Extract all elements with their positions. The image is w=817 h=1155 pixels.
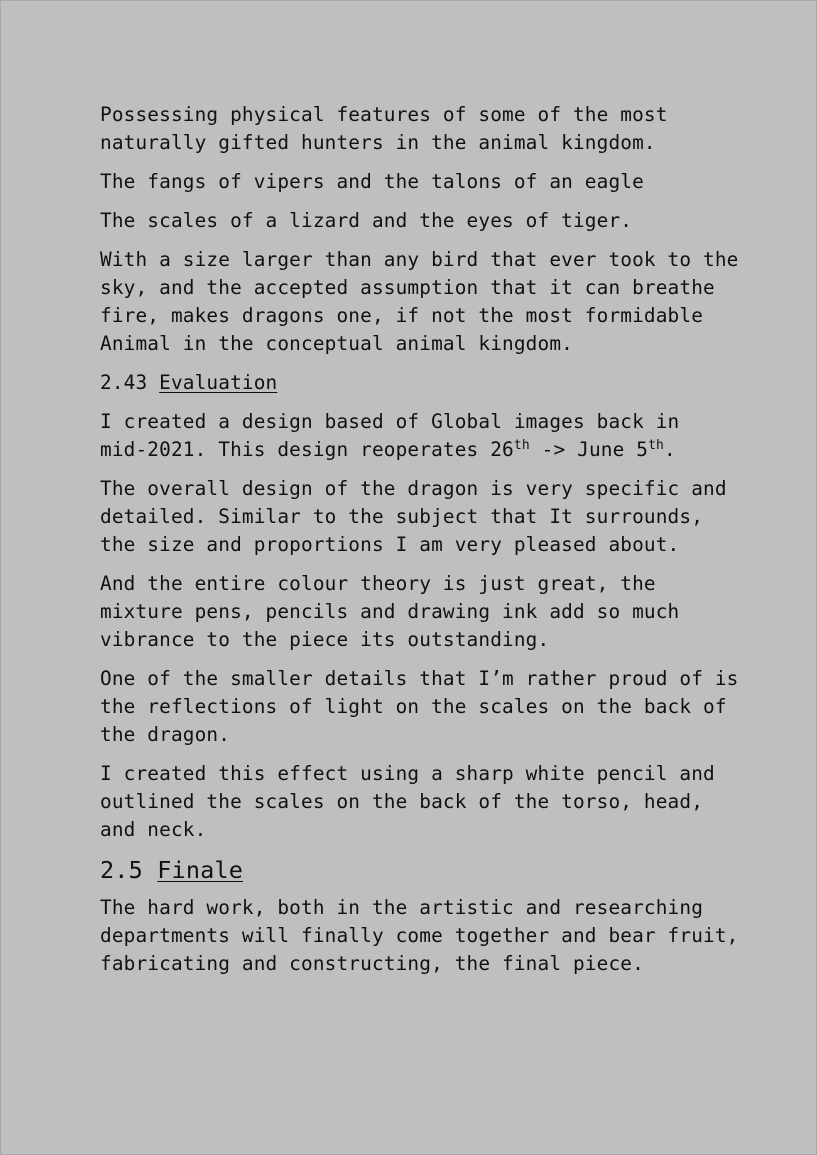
- paragraph-scales: The scales of a lizard and the eyes of tiger.: [100, 209, 633, 232]
- evaluation-intro-line1: I created a design based of Global images back in: [100, 410, 680, 433]
- paragraph-colour-theory: And the entire colour theory is just great, the mixture pens, pencils and drawing ink add so much vibrance to the piece its outstanding.: [100, 572, 680, 651]
- ordinal-suffix: th: [513, 438, 530, 453]
- section-heading-evaluation: [100, 369, 740, 397]
- paragraph-overall-design: The overall design of the dragon is very specific and detailed. Similar to the subject that It surrounds, the size and proportions I am very pleased about.: [100, 477, 727, 556]
- evaluation-intro-line2-end: .: [664, 438, 676, 461]
- ordinal-suffix: th: [648, 438, 665, 453]
- evaluation-intro-line2-pre: mid-2021. This design reoperates 26: [100, 438, 514, 461]
- paragraph-effect: I created this effect using a sharp white pencil and outlined the scales on the back of the torso, head, and neck.: [100, 762, 715, 841]
- paragraph-details: One of the smaller details that I’m rather proud of is the reflections of light on the scales on the back of the dragon.: [100, 667, 739, 746]
- paragraph-finale: The hard work, both in the artistic and researching departments will finally come together and bear fruit, fabricating and constructing, the final piece.: [100, 896, 739, 975]
- section-heading-finale: [100, 855, 740, 885]
- paragraph-evaluation-intro: [100, 408, 740, 464]
- paragraph-fangs: The fangs of vipers and the talons of an eagle: [100, 170, 644, 193]
- section-number: 2.43: [100, 371, 148, 394]
- evaluation-intro-line2-mid: -> June 5: [529, 438, 649, 461]
- paragraph-size: With a size larger than any bird that ever took to the sky, and the accepted assumption that it can breathe fire, makes dragons one, if not the most formidable Animal in the conceptual animal kingdom.: [100, 248, 739, 355]
- section-number: 2.5: [100, 856, 143, 884]
- document-body: [100, 101, 740, 989]
- paragraph-hunters: Possessing physical features of some of the most naturally gifted hunters in the animal kingdom.: [100, 103, 668, 154]
- section-title: Evaluation: [159, 371, 278, 394]
- section-title: Finale: [157, 856, 244, 884]
